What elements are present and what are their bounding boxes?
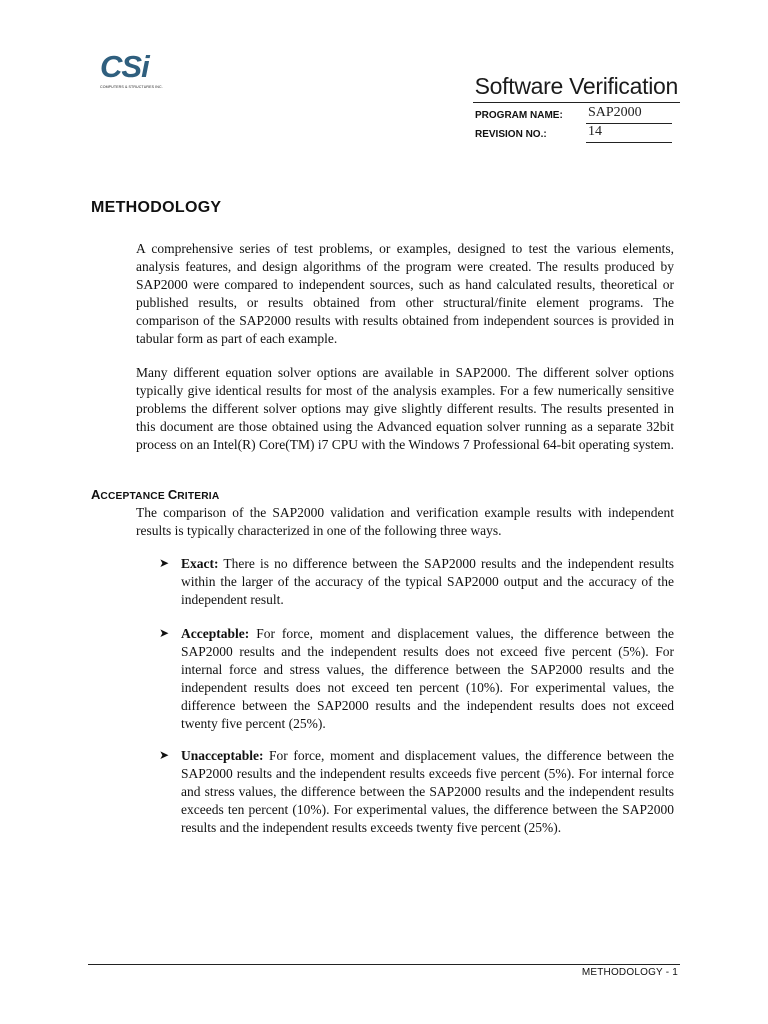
criteria-item-unacceptable — [159, 747, 674, 837]
criteria-item-exact — [159, 555, 674, 609]
footer-rule — [88, 964, 680, 965]
program-name-label: PROGRAM NAME: — [475, 110, 563, 121]
program-name-value: SAP2000 — [588, 105, 642, 120]
criteria-text: For force, moment and displacement values, the difference between the SAP2000 results and the independent results does not exceed five percent (5%). For internal force and stress values, the difference between the SAP2000 results and the independent results does not exceed ten percent (10%). For experimental values, the difference between the SAP2000 results and the independent results does not exceed twenty five percent (25%). — [181, 626, 674, 732]
criteria-term: Exact: — [181, 556, 219, 571]
heading-rest-c: RITERIA — [177, 491, 220, 502]
heading-cap-a: A — [91, 487, 101, 502]
heading-rest-a: CCEPTANCE — [100, 491, 168, 502]
page-number: METHODOLOGY - 1 — [581, 967, 678, 978]
criteria-term: Acceptable: — [181, 626, 250, 641]
acceptance-criteria-heading — [91, 487, 219, 502]
methodology-paragraph-2: Many different equation solver options are available in SAP2000. The different solver options typically give identical results for most of the analysis examples. For a few numerically sensitive problems the different solver options may give slightly different results. The results presented in this document are those obtained using the Advanced equation solver running as a separate 32bit process on an Intel(R) Core(TM) i7 CPU with the Windows 7 Professional 64-bit operating system. — [136, 365, 675, 453]
arrow-bullet-icon: ➤ — [159, 626, 170, 640]
csi-logo — [96, 50, 166, 96]
criteria-text: There is no difference between the SAP2000 results and the independent results within the larger of the accuracy of the typical SAP2000 output and the accuracy of the independent result. — [181, 556, 674, 608]
methodology-paragraph-1: A comprehensive series of test problems, or examples, designed to test the various elements, analysis features, and design algorithms of the program were created. The results produced by SAP2000 were compared to independent sources, such as hand calculated results, theoretical or published results, or results obtained from other structural/finite element programs. The comparison of the SAP2000 results with results obtained from independent sources is provided in tabular form as part of each example. — [136, 241, 674, 347]
arrow-bullet-icon: ➤ — [159, 556, 170, 570]
revision-value: 14 — [588, 124, 602, 139]
section-title: METHODOLOGY — [91, 199, 222, 216]
revision-rule — [586, 142, 672, 143]
heading-cap-c: C — [167, 487, 178, 502]
logo-mark: CSi — [100, 49, 149, 84]
document-title: Software Verification — [474, 73, 678, 99]
arrow-bullet-icon: ➤ — [159, 748, 170, 762]
revision-label: REVISION NO.: — [475, 129, 547, 140]
title-rule — [473, 102, 680, 103]
logo-tagline: COMPUTERS & STRUCTURES INC. — [100, 85, 163, 89]
criteria-text: For force, moment and displacement values, the difference between the SAP2000 results and the independent results exceeds five percent (5%). For internal force and stress values, the difference between the SAP2000 results and the independent results exceeds ten percent (10%). For experimental values, the difference between the SAP2000 results and the independent results exceeds twenty five percent (25%). — [181, 748, 674, 836]
criteria-term: Unacceptable: — [181, 748, 264, 763]
acceptance-intro: The comparison of the SAP2000 validation and verification example results with independent results is typically characterized in one of the following three ways. — [136, 505, 674, 539]
criteria-item-acceptable — [159, 625, 674, 734]
